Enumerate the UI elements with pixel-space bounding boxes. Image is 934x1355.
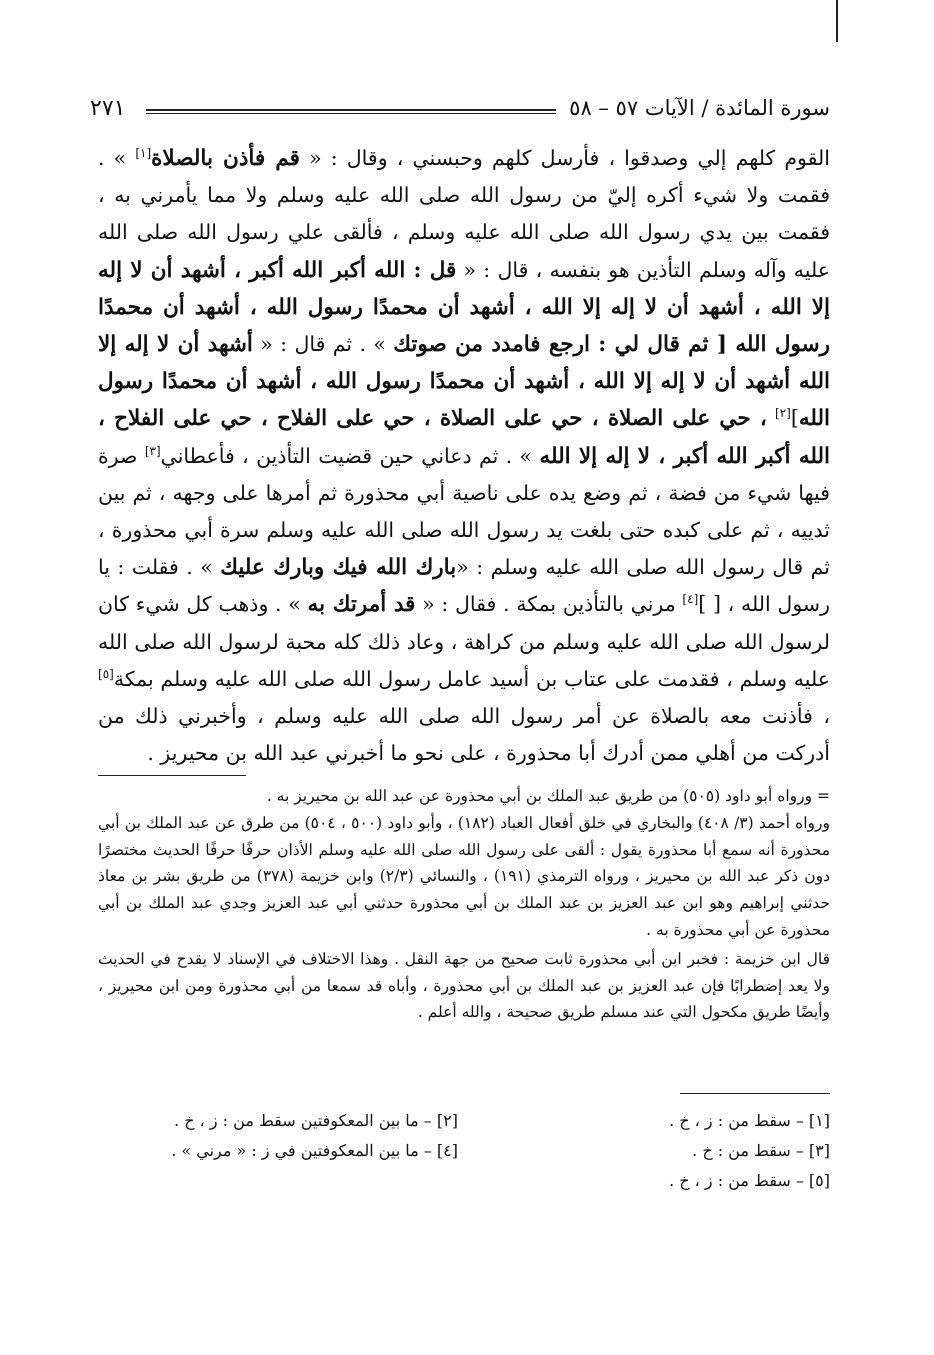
footnote: [٣] – سقط من : خ . xyxy=(692,1141,830,1160)
footnote-mark: [٥] xyxy=(98,667,114,682)
text-run: » . ثم قال : « xyxy=(260,332,386,357)
running-header xyxy=(90,96,830,128)
text-run: مرني بالتأذين بمكة . فقال : « xyxy=(422,592,676,617)
footnotes-right-column xyxy=(510,1106,830,1196)
footnote-mark: [٣] xyxy=(144,443,161,458)
bold-run: أشهد أن لا إله إلا الله أشهد أن لا إله إلا الله ، أشهد أن محمدًا رسول الله ، أشهد أن محمدًا رسول الله xyxy=(98,332,830,432)
footnote-mark: [٢] xyxy=(775,406,791,421)
text-run: » . فقلت : يا رسول الله ، [ xyxy=(98,555,830,617)
note-paragraph: ورواه أحمد (٣/ ٤٠٨) والبخاري في خلق أفعال العباد (١٨٢) ، وأبو داود (٥٠٠ ، ٥٠٤) من طرق عن عبد الملك بن أبي محذورة أنه سمع أبا محذورة يقول : ألقى على رسول الله صلى الله عليه وسلم الأذان حرفًا حرفًا الحديث مختصرًا دون ذكر عبد الله بن محيريز ، ورواه الترمذي (١٩١) ، والنسائي (٢/٣) وابن خزيمة (٣٧٨) من طريق بشر بن معاذ حدثني إبراهيم وهو ابن عبد العزيز بن عبد الملك بن أبي محذورة حدثني أبي عبد العزيز وجدي عبد الملك بن أبي محذورة عن أبي محذورة به . xyxy=(98,813,831,939)
bold-run: قم فأذن بالصلاة xyxy=(151,146,300,171)
text-run: ، فأذنت معه بالصلاة عن أمر رسول الله صلى الله عليه وسلم ، وأخبرني ذلك من أدركت من أهلي ممن أدرك أبا محذورة ، على نحو ما أخبرني عبد الله بن محيريز . xyxy=(98,704,830,766)
note-paragraph: = ورواه أبو داود (٥٠٥) من طريق عبد الملك بن أبي محذورة عن عبد الله بن محيريز به . xyxy=(266,787,830,805)
bold-run: قد أمرتك به xyxy=(307,592,416,618)
footnote-mark: [٤] xyxy=(682,592,699,607)
bracket: ] xyxy=(790,406,799,431)
bold-run: قل : الله أكبر الله أكبر ، أشهد أن لا إله إلا الله ، أشهد أن لا إله إلا الله ، أشهد أن محمدًا رسول الله ، أشهد أن محمدًا رسول الله [ ثم قال لي : ارجع فامدد من صوتك xyxy=(98,257,830,358)
footnote: [٤] – ما بين المعكوفتين في ز : « مرني » . xyxy=(171,1141,458,1160)
text-run: » . فقمت ولا شيء أكره إليّ من رسول الله صلى الله عليه وسلم ولا مما يأمرني به ، فقمت بين يدي رسول الله صلى الله عليه وسلم ، فألقى علي رسول الله صلى الله عليه وآله وسلم التأذين هو بنفسه ، قال : « xyxy=(98,146,830,282)
note-paragraph: قال ابن خزيمة : فخبر ابن أبي محذورة ثابت صحيح من جهة النقل . وهذا الاختلاف في الإسناد لا يقدح في الحديث ولا يعد إضطرابًا فإن عبد العزيز بن عبد الملك بن أبي محذورة ، وأباه قد سمعا من أبي محذورة ومن ابن محيريز ، وأيضًا طريق مكحول التي عند مسلم طريق صحيحة ، والله أعلم . xyxy=(98,949,830,1022)
footnote: [٢] – ما بين المعكوفتين سقط من : ز ، خ . xyxy=(174,1111,458,1130)
notes-separator xyxy=(98,775,246,776)
main-text xyxy=(98,140,830,772)
text-run: » . ثم دعاني حين قضيت التأذين ، فأعطاني xyxy=(160,443,533,468)
margin-rule xyxy=(836,0,838,42)
commentary-notes xyxy=(98,783,830,1026)
text-run: » . وذهب كل شيء كان لرسول الله صلى الله عليه وسلم من كراهة ، وعاد ذلك كله محبة لرسول الله صلى الله عليه وسلم ، فقدمت على عتاب بن أسيد عامل رسول الله صلى الله عليه وسلم بمكة xyxy=(98,592,830,691)
footnotes-separator xyxy=(680,1093,830,1094)
text-run: صرة فيها شيء من فضة ، ثم وضع يده على ناصية أبي محذورة ثم أمرها على وجهه ، ثم بين ثدييه ، ثم على كبده حتى بلغت يد رسول الله صلى الله عليه وسلم سرة أبي محذورة ، ثم قال رسول الله صلى الله عليه وسلم : « xyxy=(98,443,830,580)
bold-run: ، حي على الصلاة ، حي على الصلاة ، حي على الفلاح ، حي على الفلاح ، الله أكبر الله أكبر ، لا إله إلا الله xyxy=(98,406,830,469)
footnote: [١] – سقط من : ز ، خ . xyxy=(669,1111,830,1130)
text-run: القوم كلهم إلي وصدقوا ، فأرسل كلهم وحبسني ، وقال : « xyxy=(309,146,830,170)
header-rule xyxy=(146,109,556,114)
page-number: ٢٧١ xyxy=(90,96,126,121)
bracket: ] xyxy=(698,592,707,617)
footnote-mark: [١] xyxy=(135,146,152,161)
footnotes-left-column xyxy=(98,1106,458,1166)
bold-run: بارك الله فيك وبارك عليك xyxy=(220,555,457,581)
footnote: [٥] – سقط من : ز ، خ . xyxy=(669,1171,830,1190)
header-title: سورة المائدة / الآيات ٥٧ – ٥٨ xyxy=(569,96,830,120)
